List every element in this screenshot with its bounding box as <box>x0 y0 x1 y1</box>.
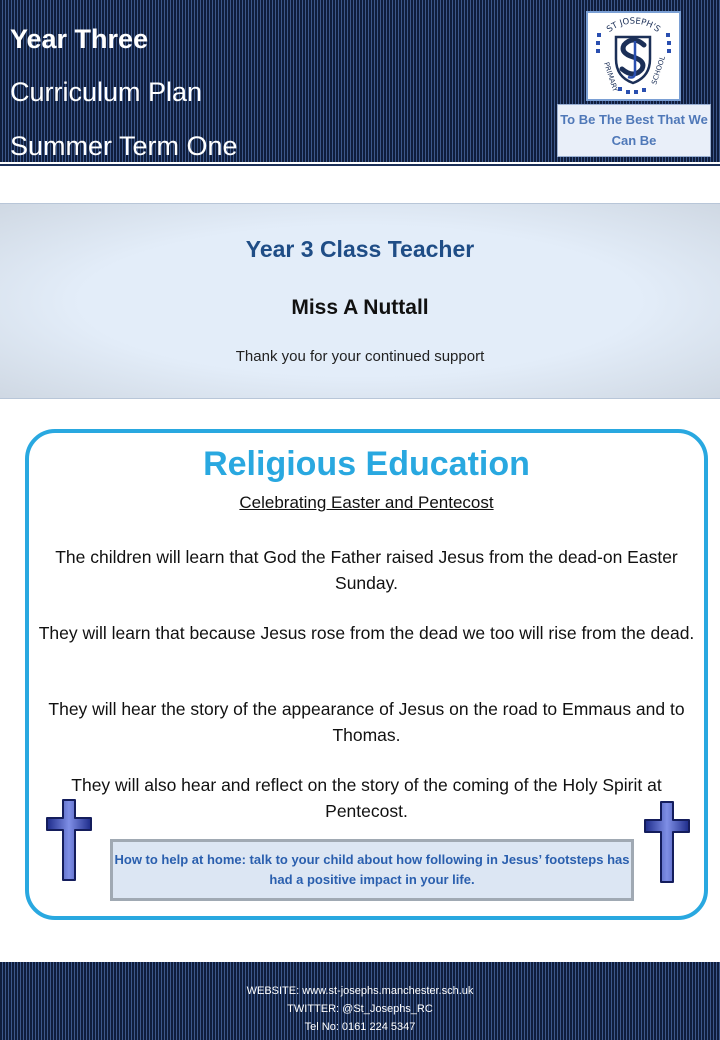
footer-phone: Tel No: 0161 224 5347 <box>304 1021 416 1033</box>
header-banner <box>0 0 720 162</box>
re-paragraph: They will also hear and reflect on the story of the coming of the Holy Spirit at Pentecost. <box>71 775 662 821</box>
header-divider <box>0 164 720 166</box>
teacher-name: Miss A Nuttall <box>291 296 429 319</box>
teacher-thanks: Thank you for your continued support <box>235 348 485 365</box>
cross-icon <box>45 798 93 882</box>
logo-s-icon <box>622 40 644 74</box>
logo-left-text: PRIMARY <box>602 61 620 93</box>
teacher-panel <box>0 203 720 399</box>
footer-banner <box>0 962 720 1040</box>
re-title: Religious Education <box>203 445 530 483</box>
religious-education-panel <box>25 429 708 920</box>
teacher-heading: Year 3 Class Teacher <box>245 236 475 262</box>
title-term: Summer Term One <box>10 131 238 161</box>
re-paragraph: They will hear the story of the appearance of Jesus on the road to Emmaus and to Thomas. <box>48 699 685 745</box>
help-at-home-box: How to help at home: talk to your child about how following in Jesus’ footsteps has had a positive impact in your life. <box>110 839 634 901</box>
logo-top-text: ST JOSEPH'S <box>605 16 662 35</box>
school-logo <box>586 11 681 101</box>
school-motto: To Be The Best That We Can Be <box>557 104 711 157</box>
cross-icon <box>643 800 691 884</box>
re-paragraph: They will learn that because Jesus rose from the dead we too will rise from the dead. <box>38 623 695 643</box>
title-year: Year Three <box>10 24 149 54</box>
re-subtitle: Celebrating Easter and Pentecost <box>239 493 494 512</box>
logo-right-text: SCHOOL <box>650 55 668 86</box>
footer-twitter: TWITTER: @St_Josephs_RC <box>287 1003 433 1015</box>
title-curriculum: Curriculum Plan <box>10 77 203 107</box>
footer-website: WEBSITE: www.st-josephs.manchester.sch.uk <box>246 985 474 997</box>
svg-text:ST JOSEPH'S <box>605 16 662 34</box>
re-paragraph: The children will learn that God the Father raised Jesus from the dead-on Easter Sunday. <box>55 547 678 593</box>
